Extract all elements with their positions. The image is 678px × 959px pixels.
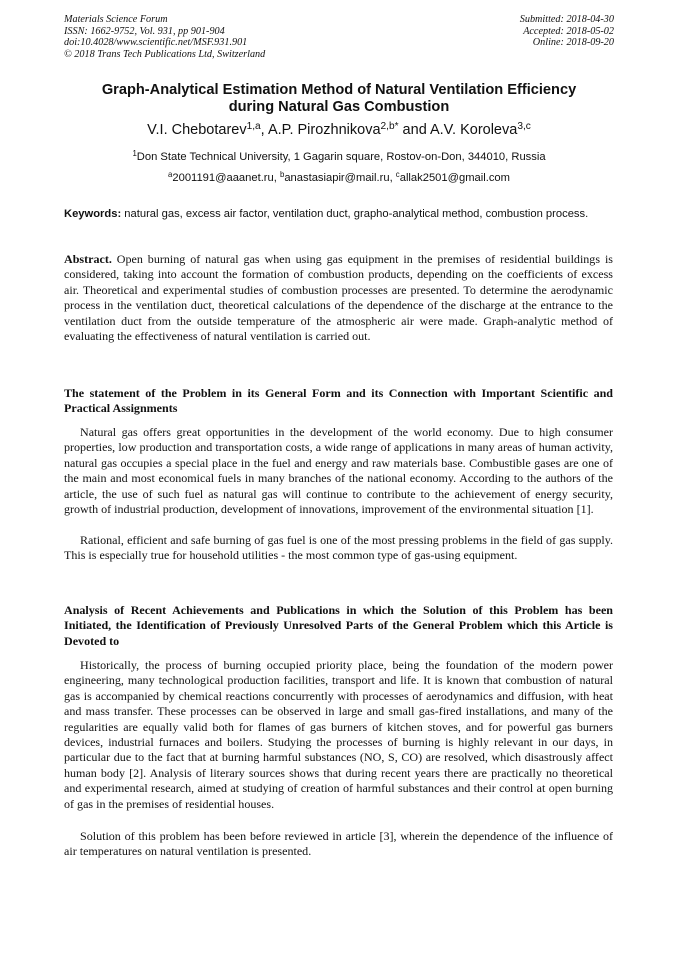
keywords [64,207,613,222]
submitted-date: Submitted: 2018-04-30 [519,14,614,25]
email-c[interactable]: allak2501@gmail.com [399,172,510,184]
section-1-paragraph-2: Rational, efficient and safe burning of gas fuel is one of the most pressing problems in the field of gas supply. This is especially true for household utilities - the most common type of gas-using equipment. [64,533,613,563]
affiliation-text: Don State Technical University, 1 Gagarin square, Rostov-on-Don, 344010, Russia [136,151,546,163]
author-separator: and [398,122,430,138]
author-2: A.P. Pirozhnikova [267,122,381,138]
title-line-1: Graph-Analytical Estimation Method of Natural Ventilation Efficiency [101,82,577,98]
section-2-heading: Analysis of Recent Achievements and Publications in which the Solution of this Problem has been Initiated, the Identification of Previously Unresolved Parts of the General Problem which this Article is Devoted to [64,603,613,648]
abstract [64,252,613,344]
email-b[interactable]: anastasiapir@mail.ru, [284,172,396,184]
copyright-line: © 2018 Trans Tech Publications Ltd, Switzerland [64,48,266,60]
author-3: A.V. Koroleva [429,122,518,138]
section-2-paragraph-1: Historically, the process of burning occupied priority place, being the foundation of the modern power engineering, many technological production facilities, transport and life. It is known that combustion of natural gas is accompanied by chemical reactions concurrently with processes of aerodynamics and diffusion, with heat and mass transfer. These processes can be observed in large and small gas-fired installations, and many of the regularities are equally valid both for flames of gas burners of kitchen stoves, and for powerful gas burners devices, industrial furnaces and boilers. Studying the processes of burning is highly relevant in our days, in particular due to the fact that at burning harmful substances (NO, S, CO) are resolved, which disastrously affect human body [2]. Analysis of literary sources shows that during recent years there are practically no theoretical and experimental research, aimed at studying of creation of harmful substances and their control at open burning of gas in the premises of residential houses. [64,658,613,811]
email-a-sup: a [168,170,173,180]
email-b-sup: b [279,170,285,180]
accepted-date: Accepted: 2018-05-02 [523,25,614,37]
author-separator: , [260,122,268,138]
author-2-sup: 2,b* [380,121,399,133]
keywords-text: natural gas, excess air factor, ventilation duct, grapho-analytical method, combustion process. [121,208,589,220]
affiliation [40,151,638,164]
issn-line: ISSN: 1662-9752, Vol. 931, pp 901-904 [64,25,225,37]
online-date: Online: 2018-09-20 [532,37,614,49]
journal-header [64,14,265,60]
author-list [40,122,638,139]
author-3-sup: 3,c [517,121,531,133]
keywords-label: Keywords: [64,208,122,220]
affiliation-sup: 1 [132,149,137,159]
title-line-2: during Natural Gas Combustion [228,99,450,115]
section-1-heading: The statement of the Problem in its General Form and its Connection with Important Scientific and Practical Assignments [64,386,613,416]
doi-line[interactable]: doi:10.4028/www.scientific.net/MSF.931.901 [64,37,248,49]
paper-title [60,82,618,116]
author-1-sup: 1,a [246,121,261,133]
dates-header [520,14,614,49]
abstract-text: Open burning of natural gas when using gas equipment in the premises of residential buildings is considered, taking into account the formation of combustion products, depending on the coefficients of excess air. Theoretical and experimental studies of combustion processes are presented. To determine the aerodynamic process in the ventilation duct, theoretical calculations of the dependence of the discharge at the entrance to the ventilation duct from the outside temperature of the atmospheric air were made. Graph-analytic method of evaluating the effectiveness of natural ventilation is carried out. [64,252,613,344]
section-1-paragraph-1: Natural gas offers great opportunities in the development of the world economy. Due to high consumer properties, low production and transportation costs, a wide range of applications in many areas of human activity, natural gas occupies a special place in the fuel and energy and raw materials base. Combustible gases are one of the main and most economical fuels in many branches of the national economy. According to the authors of the article, the use of such fuel as natural gas will continue to contribute to the achievement of energy security, growth of industrial production, development of innovations, improvement of the environmental situation [1]. [64,425,613,517]
abstract-label: Abstract. [64,252,112,266]
section-2-paragraph-2: Solution of this problem has been before reviewed in article [3], wherein the dependence of the influence of air temperatures on natural ventilation is presented. [64,829,613,859]
journal-name: Materials Science Forum [64,14,168,25]
email-c-sup: c [395,170,400,180]
email-a[interactable]: 2001191@aaanet.ru, [172,172,280,184]
email-list [40,172,638,185]
author-1: V.I. Chebotarev [147,122,247,138]
